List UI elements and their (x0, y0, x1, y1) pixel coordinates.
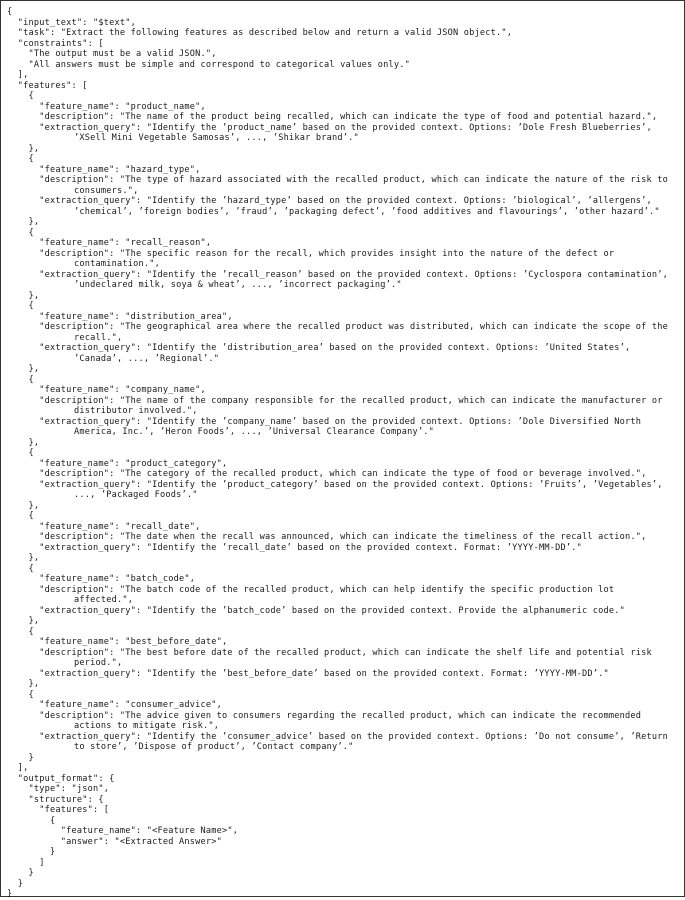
code-line: { (7, 448, 34, 458)
code-line: ], (7, 70, 29, 80)
code-line-continuation: ’chemical’, ’foreign bodies’, ’fraud’, ’packaging defect’, ’food additives and flavourings’, ’other hazard’." (74, 206, 660, 217)
json-prompt-code-block (7, 7, 668, 900)
code-line: "feature_name": "consumer_advice", (7, 700, 222, 710)
code-line: "task": "Extract the following features as described below and return a valid JSON object.", (7, 28, 513, 38)
code-line: "feature_name": "product_name", (7, 101, 206, 112)
code-line: "extraction_query": "Identify the ’recall_reason’ based on the provided context. Options: ’Cyclospora contamination’, (7, 269, 668, 280)
code-line: { (7, 301, 34, 311)
code-line: ], (7, 763, 29, 773)
code-line: "extraction_query": "Identify the ’batch_code’ based on the provided context. Provide the alphanumeric code." (7, 605, 625, 616)
code-line: "extraction_query": "Identify the ’company_name’ based on the provided context. Options: ’Dole Diversified North (7, 416, 642, 427)
code-line: "feature_name": "company_name", (7, 385, 206, 395)
code-line: "extraction_query": "Identify the ’product_name’ based on the provided context. Options: ’Dole Fresh Blueberries’, (7, 122, 652, 133)
code-line: } (7, 889, 13, 899)
code-line: }, (7, 143, 40, 154)
code-line: }, (7, 217, 40, 227)
code-line: }, (7, 290, 40, 301)
code-line: { (7, 374, 34, 385)
code-line: "feature_name": "recall_date", (7, 521, 201, 532)
code-line: }, (7, 553, 40, 563)
code-line: "extraction_query": "Identify the ’recall_date’ based on the provided context. Format: ’YYYY-MM-DD’." (7, 542, 583, 553)
code-line: { (7, 154, 34, 164)
code-line: "description": "The best before date of the recalled product, which can indicate the shelf life and potential risk (7, 647, 652, 658)
code-line: { (7, 815, 56, 826)
code-line: "feature_name": "batch_code", (7, 574, 196, 584)
code-line: "type": "json", (7, 784, 110, 794)
code-line: "answer": "<Extracted Answer>" (7, 836, 222, 847)
code-line: "feature_name": "distribution_area", (7, 311, 233, 322)
code-line: "The output must be a valid JSON.", (7, 49, 217, 59)
code-line: "description": "The name of the company responsible for the recalled product, which can indicate the manufacturer or (7, 395, 663, 406)
code-line-continuation: period.", (74, 658, 123, 668)
code-line: { (7, 511, 34, 521)
code-line: "extraction_query": "Identify the ’product_category’ based on the provided context. Options: ’Fruits’, ’Vegetables’, (7, 479, 663, 490)
code-line: "extraction_query": "Identify the ’best_before_date’ based on the provided context. Format: ’YYYY-MM-DD’." (7, 668, 609, 679)
code-line: { (7, 626, 34, 637)
code-line: } (7, 878, 24, 889)
code-line: }, (7, 679, 40, 689)
code-line-continuation: ..., ’Packaged Foods’." (74, 490, 198, 500)
code-line: "feature_name": "best_before_date", (7, 637, 228, 647)
code-line-continuation: to store’, ’Dispose of product’, ’Contact company’." (74, 742, 354, 752)
code-line: "description": "The advice given to consumers regarding the recalled product, which can indicate the recommended (7, 710, 642, 721)
code-line: "extraction_query": "Identify the ’hazard_type’ based on the provided context. Options: ’biological’, ’allergens’, (7, 196, 652, 206)
code-line: "extraction_query": "Identify the ’distribution_area’ based on the provided context. Options: ’United States’, (7, 343, 631, 353)
code-line: "input_text": "$text", (7, 17, 136, 28)
code-line: "description": "The geographical area where the recalled product was distributed, which can indicate the scope of the (7, 322, 668, 332)
code-line-continuation: distributor involved.", (74, 406, 198, 416)
code-line: }, (7, 364, 40, 374)
code-line: } (7, 868, 34, 878)
code-line: { (7, 227, 34, 238)
code-line: "description": "The specific reason for the recall, which provides insight into the nature of the defect or (7, 248, 615, 259)
code-line: { (7, 689, 34, 700)
code-line-continuation: America, Inc.’, ’Heron Foods’, ..., ’Universal Clearance Company’." (74, 427, 435, 437)
code-line: "description": "The type of hazard associated with the recalled product, which can indicate the nature of the risk to (7, 175, 668, 185)
code-line: "feature_name": "hazard_type", (7, 164, 201, 175)
code-line: { (7, 563, 34, 574)
code-line: "features": [ (7, 805, 110, 815)
code-line: }, (7, 500, 40, 511)
code-line: } (7, 847, 56, 857)
code-line-continuation: contamination.", (74, 259, 160, 269)
code-line: { (7, 91, 34, 101)
code-line: "description": "The batch code of the recalled product, which can help identify the specific production lot (7, 584, 615, 595)
code-line-continuation: ’undeclared milk, soya & wheat’, ..., ’incorrect packaging’." (74, 280, 402, 290)
code-line-continuation: recall.", (74, 332, 123, 343)
code-line: "structure": { (7, 794, 104, 805)
code-line: ] (7, 857, 45, 868)
code-line: }, (7, 437, 40, 448)
code-line: "extraction_query": "Identify the ’consumer_advice’ based on the provided context. Options: ’Do not consume’, ’Return (7, 731, 668, 742)
code-line: "feature_name": "product_category", (7, 458, 228, 469)
code-line: "feature_name": "<Feature Name>", (7, 826, 239, 836)
code-line: }, (7, 616, 40, 626)
code-line: } (7, 752, 34, 763)
code-line: "All answers must be simple and correspond to categorical values only." (7, 59, 411, 70)
code-line-continuation: affected.", (74, 595, 134, 605)
code-line-continuation: ’Canada’, ..., ’Regional’." (74, 353, 220, 364)
code-line-continuation: actions to mitigate risk.", (74, 721, 220, 731)
code-line: "description": "The category of the recalled product, which can indicate the type of food or beverage involved.", (7, 469, 647, 479)
code-line-continuation: ’XSell Mini Vegetable Samosas’, ..., ’Shikar brand’." (74, 133, 359, 143)
code-line: "output_format": { (7, 773, 115, 784)
code-line: "features": [ (7, 80, 88, 91)
code-line: "constraints": [ (7, 38, 104, 49)
code-line: "description": "The date when the recall was announced, which can indicate the timeliness of the recall action.", (7, 532, 647, 542)
code-line: { (7, 7, 13, 17)
code-line-continuation: consumers.", (74, 185, 139, 196)
code-line: "description": "The name of the product being recalled, which can indicate the type of food and potential hazard.", (7, 112, 658, 122)
code-line: "feature_name": "recall_reason", (7, 238, 212, 248)
